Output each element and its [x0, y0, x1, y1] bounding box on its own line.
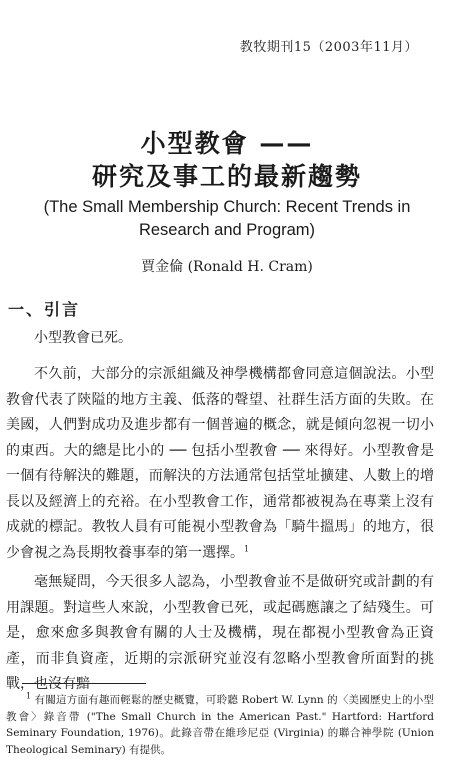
english-title-line-2: Research and Program): [138, 221, 316, 239]
paragraph-1-text: 小型教會已死。: [34, 330, 132, 346]
paragraph-3: [6, 570, 434, 698]
article-title: [0, 128, 454, 240]
footnote: [6, 692, 434, 758]
paragraph-1: [6, 326, 434, 352]
footnote-reference[interactable]: 1: [244, 543, 250, 553]
footnote-divider: [22, 683, 146, 684]
author-byline: 賈金倫 (Ronald H. Cram): [141, 259, 313, 275]
footnote-text: 有關這方面有趣而輕鬆的歷史概覽，可聆聽 Robert W. Lynn 的〈美國歷史上的小型教會〉錄音帶 ("The Small Church in the American Past." Hartford: Hartford Seminary Foundation, 1976)。此錄音帶在維珍尼亞 (Virginia) 的聯合神學院 (Union Theological Seminary) 有提供。: [6, 694, 434, 756]
footnote-marker: 1: [26, 691, 32, 701]
paragraph-2-text: 不久前，大部分的宗派組織及神學機構都會同意這個說法。小型教會代表了陝隘的地方主義、低落的聲望、社群生活方面的失敗。在美國，人們對成功及進步都有一個普遍的概念，就是傾向忽視一切小的東西。大的總是比小的 ── 包括小型教會 ── 來得好。小型教會是一個有待解決的難題，而解決的方法通常包括堂址擴建、人數上的增長以及經濟上的充裕。在小型教會工作，通常都被視為在專業上沒有成就的標記。教牧人員有可能視小型教會為「騎牛搵馬」的地方，很少會視之為長期牧養事奉的第一選擇。: [6, 366, 434, 561]
running-head: 教牧期刊15（2003年11月）: [239, 40, 418, 55]
paragraph-3-text: 毫無疑問，今天很多人認為，小型教會並不是做研究或計劃的有用課題。對這些人來說，小型教會已死，或起碼應讓之了結殘生。可是，愈來愈多與教會有關的人士及機構，現在都視小型教會為正資產，而非負資產，近期的宗派研究並沒有忽略小型教會所面對的挑戰，也沒有黯: [6, 574, 434, 692]
english-title-line-1: (The Small Membership Church: Recent Trends in: [43, 198, 411, 216]
section-heading: 一、引言: [8, 300, 81, 319]
title-line-1: 小型教會 ——: [140, 129, 314, 158]
title-line-2: 研究及事工的最新趨勢: [91, 162, 362, 191]
paragraph-2: [6, 362, 434, 566]
